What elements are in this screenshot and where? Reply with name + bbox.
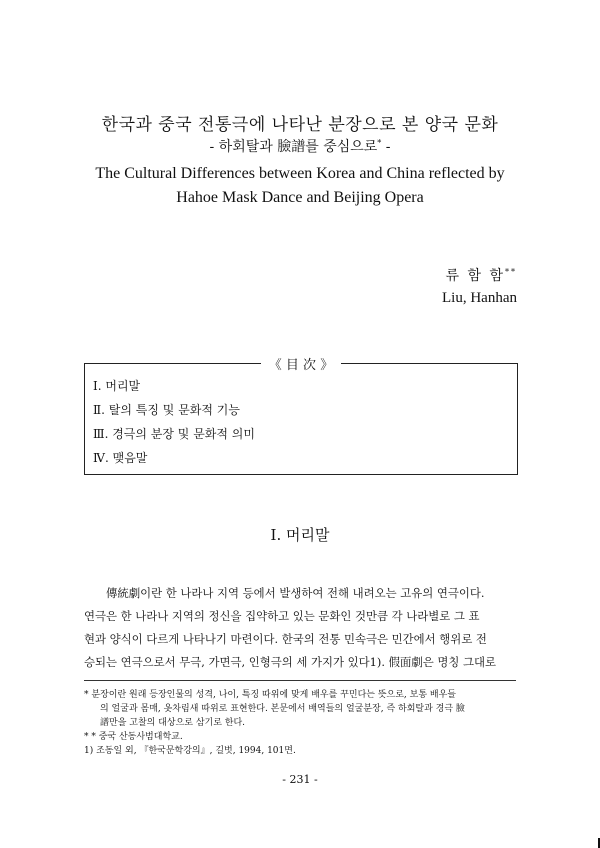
toc-item[interactable]: Ⅳ. 맺음말: [93, 451, 148, 465]
paper-title-english: [0, 162, 600, 210]
paper-title-korean: 한국과 중국 전통극에 나타난 분장으로 본 양국 문화: [101, 115, 499, 135]
footnote-star1: * 분장이란 원래 등장인물의 성격, 나이, 특징 따위에 맞게 배우를 꾸민다는 뜻으로, 보통 배우들: [84, 690, 456, 700]
toc-list: [93, 374, 255, 470]
section-heading: Ⅰ. 머리말: [270, 526, 330, 544]
author-name-korean: [446, 265, 517, 285]
toc-heading: 《 目 次 》: [261, 358, 341, 373]
paper-subtitle-korean: [0, 136, 600, 156]
toc-item[interactable]: Ⅱ. 탈의 특징 및 문화적 기능: [93, 403, 240, 417]
author-footnote-mark[interactable]: **: [505, 267, 517, 277]
footnotes: [84, 688, 516, 758]
body-line: 傳統劇이란 한 나라나 지역 등에서 발생하여 전해 내려오는 고유의 연극이다.: [106, 586, 485, 600]
subtitle-text: - 하회탈과 臉譜를 중심으로: [209, 139, 378, 155]
footnote-divider: [84, 680, 516, 681]
footnote-ref1: 1) 조동일 외, 『한국문학강의』, 길벗, 1994, 101면.: [84, 746, 296, 756]
footnote-star2: * * 중국 산동사범대학교.: [84, 732, 183, 742]
subtitle-footnote-mark[interactable]: *: [377, 138, 382, 148]
toc-item[interactable]: Ⅲ. 경극의 분장 및 문화적 의미: [93, 427, 255, 441]
footnote-star1-cont: 譜만을 고찰의 대상으로 삼기로 한다.: [100, 718, 246, 728]
subtitle-end: -: [381, 139, 391, 155]
title-en-line-2: Hahoe Mask Dance and Beijing Opera: [176, 189, 424, 206]
table-of-contents: [84, 358, 518, 475]
toc-item[interactable]: Ⅰ. 머리말: [93, 379, 141, 393]
page-number: - 231 -: [282, 773, 318, 786]
body-line: 현과 양식이 다르게 나타나기 마련이다. 한국의 전통 민속극은 민간에서 행위로 전: [84, 632, 487, 646]
title-en-line-1: The Cultural Differences between Korea and China reflected by: [95, 165, 505, 182]
body-line: 승되는 연극으로서 무극, 가면극, 인형극의 세 가지가 있다1). 假面劇은 명칭 그대로: [84, 655, 497, 669]
body-paragraph: [84, 582, 516, 674]
author-name-english: Liu, Hanhan: [442, 290, 517, 306]
author-name: 류 함 함: [445, 268, 505, 284]
footnote-star1-cont: 의 얼굴과 몸매, 옷차림새 따위로 표현한다. 본문에서 배역들의 얼굴분장, 즉 하회탈과 경극 臉: [100, 704, 465, 714]
toc-heading-wrap: [85, 354, 517, 373]
body-line: 연극은 한 나라나 지역의 정신을 집약하고 있는 문화인 것만큼 각 나라별로 그 표: [84, 609, 480, 623]
